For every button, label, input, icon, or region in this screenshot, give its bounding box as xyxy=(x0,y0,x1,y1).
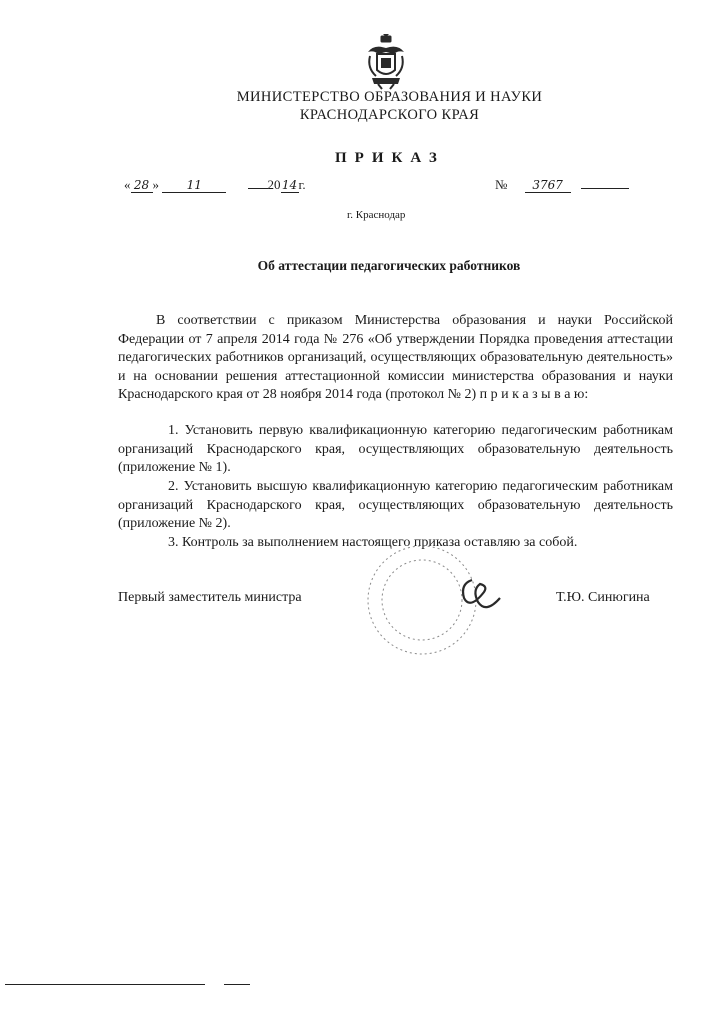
signature-icon xyxy=(463,580,500,607)
order-item-2: 2. Установить высшую квалификационную категорию педагогическим работникам организаций Краснодарского края, осуществляющих образовательную деятельность (приложение № 2). xyxy=(118,479,673,532)
signer-title: Первый заместитель министра xyxy=(118,590,302,605)
order-item-3: 3. Контроль за выполнением настоящего приказа оставляю за собой. xyxy=(168,535,578,550)
order-number xyxy=(495,176,629,193)
date-blank xyxy=(248,176,268,189)
number-value: 3767 xyxy=(525,178,571,193)
official-stamp-icon xyxy=(360,540,510,670)
preamble-paragraph: В соответствии с приказом Министерства образования и науки Российской Федерации от 7 апреля 2014 года № 276 «Об утверждении Порядка проведения аттестации педагогических работников организаций, осуществляющих образовательную деятельность» и на основании решения аттестационной комиссии министерства образования и науки Краснодарского края от 28 ноября 2014 года (протокол № 2) п р и к а з ы в а ю: xyxy=(118,313,673,403)
ministry-name-line2: КРАСНОДАРСКОГО КРАЯ xyxy=(299,107,480,123)
city-name: г. Краснодар xyxy=(347,209,406,221)
date-month: 11 xyxy=(162,178,226,193)
order-date xyxy=(124,176,306,193)
ministry-name-line1: МИНИСТЕРСТВО ОБРАЗОВАНИЯ И НАУКИ xyxy=(236,89,543,105)
date-close-quote: » xyxy=(152,177,159,192)
signer-name: Т.Ю. Синюгина xyxy=(556,590,650,605)
footer-rule xyxy=(5,984,205,985)
date-day: 28 xyxy=(131,178,153,193)
document-subject: Об аттестации педагогических работников xyxy=(257,258,521,273)
coat-of-arms-icon xyxy=(364,34,408,90)
number-blank xyxy=(581,176,629,189)
footer-rule-short xyxy=(224,984,250,985)
order-item-1: 1. Установить первую квалификационную категорию педагогическим работникам организаций Краснодарского края, осуществляющих образовательную деятельность (приложение № 1). xyxy=(118,423,673,476)
date-open-quote: « xyxy=(124,177,131,192)
date-year-suffix: 14 xyxy=(281,178,298,192)
number-label: № xyxy=(495,177,508,192)
date-year-prefix: 20 xyxy=(267,177,281,192)
date-year-mark: г. xyxy=(298,177,306,192)
document-type-title: ПРИКАЗ xyxy=(335,150,445,166)
